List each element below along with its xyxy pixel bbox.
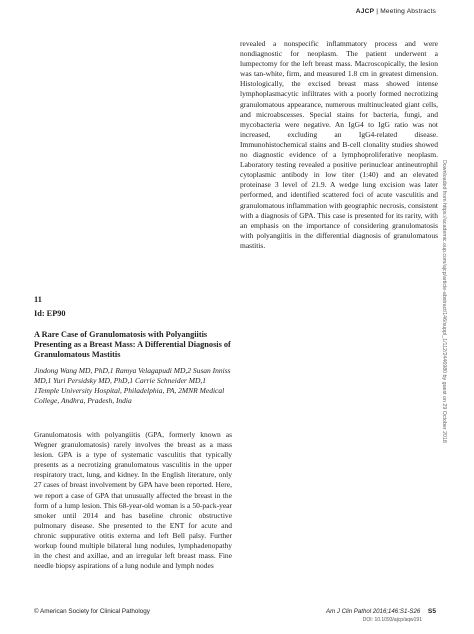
abstract-authors: Jindong Wang MD, PhD,1 Ramya Velagapudi MD,2 Susan Inniss MD,1 Yuri Persidsky MD, PhD,1 Carrie Schneider MD,1 1Temple University Hospital, Philadelphia, PA, 2MNR Medical College, Andhra, Pradesh, India	[34, 366, 231, 405]
abstract-title: A Rare Case of Granulomatosis with Polyangiitis Presenting as a Breast Mass: A Differential Diagnosis of Granulomatous Mastitis	[34, 330, 231, 359]
continuation-paragraph: revealed a nonspecific inflammatory process and were nondiagnostic for neoplasm. The patient underwent a lumpectomy for the left breast mass. Macroscopically, the lesion was tan-white, firm, and measured 1.8 cm in greatest dimension. Histologically, the excised breast mass showed intense lymphoplasmacytic infiltrates with a poorly formed necrotizing granulomatous appearance, numerous multinucleated giant cells, and microabscesses. Special stains for bacteria, fungi, and mycobacteria were negative. An IgG4 to IgG ratio was not increased, excluding an IgG4-related disease. Immunohistochemical stains and B-cell clonality studies showed no diagnostic evidence of a lymphoproliferative neoplasm. Laboratory testing revealed a positive perinuclear antineutrophil cytoplasmic antibody in low titer (1:40) and an elevated proteinase 3 level of 21.9. A wedge lung excision was later performed, and identified scattered foci of acute vasculitis and granulomatous inflammation with geographic necrosis, consistent with a diagnosis of GPA. This case is presented for its rarity, with an emphasis on the importance of considering granulomatosis with polyangiitis in the differential diagnosis of granulomatous mastitis.	[240, 39, 438, 250]
footer-citation-block	[326, 608, 436, 623]
journal-name: AJCP	[355, 8, 375, 15]
section-name: Meeting Abstracts	[380, 8, 436, 15]
abstract-number: 11	[34, 295, 42, 304]
abstract-body: Granulomatosis with polyangiitis (GPA, formerly known as Wegner granulomatosis) rarely involves the breast as a mass lesion. GPA is a type of systematic vasculitis that typically presents as a necrotizing granulomatous vasculitis in the upper respiratory tract, lung, and kidney. In the English literature, only 27 cases of breast involvement by GPA have been reported. Here, we report a case of GPA that unusually affected the breast in the form of a lump lesion. This 68-year-old woman is a 50-pack-year smoker until 2014 and has baseline chronic obstructive pulmonary disease. She presented to the ENT for acute and chronic suppurative otitis externa and left Bell palsy. Further workup found multiple bilateral lung nodules, lymphadenopathy in the chest and axillae, and an irregular left breast mass. Fine needle biopsy aspirations of a lung nodule and lymph nodes	[34, 430, 232, 571]
copyright-notice: © American Society for Clinical Pathology	[34, 608, 150, 615]
download-notice: Downloaded from https://academic.oup.com/ajcp/article-abstract/146/suppl_1/112/2446980 by guest on 29 October 2018	[441, 160, 447, 443]
running-header	[356, 8, 436, 15]
journal-citation: Am J Clin Pathol 2016;146:S1-S26	[326, 608, 421, 615]
header-divider: |	[376, 8, 381, 15]
page-number: S5	[427, 608, 436, 615]
abstract-id: Id: EP90	[34, 309, 66, 318]
doi-label: DOI: 10.1093/ajcp/aqw191	[362, 617, 422, 623]
